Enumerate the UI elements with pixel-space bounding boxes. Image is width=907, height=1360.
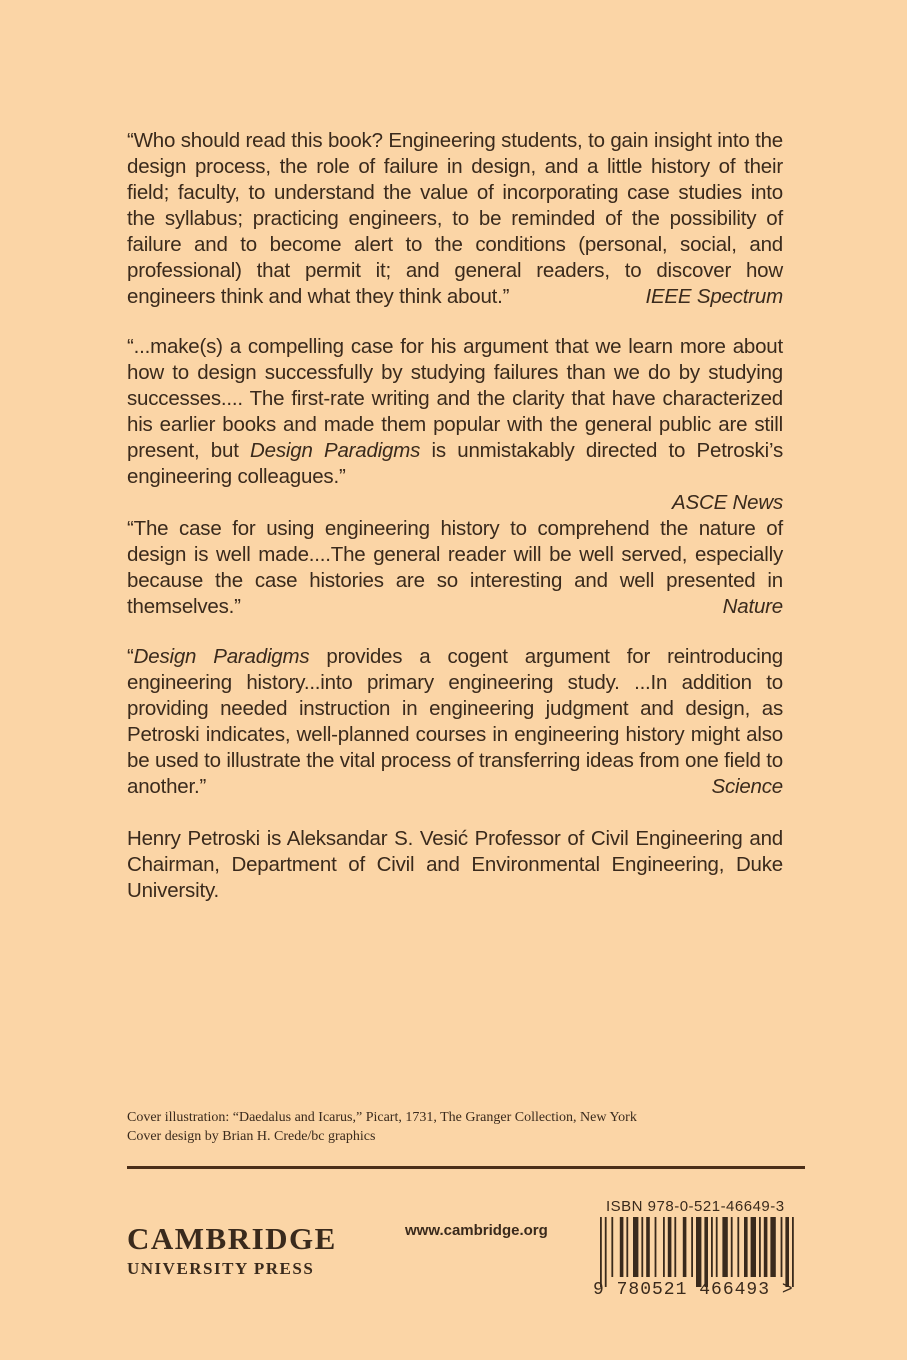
barcode-bar — [785, 1217, 789, 1287]
quote-source: Nature — [722, 595, 783, 618]
design-credit: Cover design by Brian H. Crede/bc graphics — [127, 1129, 376, 1144]
barcode-bar — [641, 1217, 643, 1277]
barcode-bar — [633, 1217, 638, 1277]
barcode-bar — [611, 1217, 613, 1277]
barcode-bar — [716, 1217, 718, 1277]
quote-text: is unmistakably directed to Petroski’s engineering colleagues.” — [127, 439, 784, 488]
barcode-bar — [646, 1217, 650, 1277]
publisher-name: CAMBRIDGE — [127, 1221, 337, 1256]
quote-text: “Who should read this book? Engineering students, to gain insight into the design process, the role of failure in design, and a little history of their field; faculty, to understand the value of incorporating case studies into the syllabus; practicing engineers, to be reminded of the possibility of failure and to become alert to the conditions (personal, social, and professional) that permit it; and general readers, to discover how engineers think and what they think about.” — [127, 129, 783, 308]
quote-source: ASCE News — [672, 491, 783, 514]
quote-source: Science — [711, 775, 783, 798]
quote-open-mark: “ — [127, 645, 134, 668]
barcode-bar — [751, 1217, 756, 1277]
review-quotes — [127, 128, 783, 925]
author-bio: Henry Petroski is Aleksandar S. Vesić Professor of Civil Engineering and Chairman, Department of Civil and Environmental Engineering, Duke University. — [127, 827, 783, 902]
barcode-bar — [711, 1217, 713, 1277]
quote-text: provides a cogent argument for reintroducing engineering history...into primary engineering study. ...In addition to providing needed instruction in engineering judgment and design, as Petroski indicates, well-planned courses in engineering history might also be used to illustrate the vital process of transferring ideas from one field to another.” — [127, 645, 783, 798]
barcode-bar — [770, 1217, 775, 1277]
barcode-bar — [605, 1217, 607, 1287]
barcode-bar — [674, 1217, 676, 1277]
illustration-credit: Cover illustration: “Daedalus and Icarus,” Picart, 1731, The Granger Collection, New York — [127, 1110, 637, 1125]
book-title: Design Paradigms — [250, 439, 421, 462]
barcode-bar — [663, 1217, 665, 1277]
quote-text: “The case for using engineering history to comprehend the nature of design is well made....The general reader will be well served, especially because the case histories are so interesting and well presented in themselves.” — [127, 517, 783, 618]
barcode-bar — [600, 1217, 602, 1287]
barcode-bar — [792, 1217, 794, 1287]
barcode-bar — [737, 1217, 739, 1277]
barcode-bar — [781, 1217, 783, 1277]
barcode-bar — [696, 1217, 701, 1287]
divider-rule — [127, 1166, 805, 1169]
barcode-digits: 9 780521 466493 > — [593, 1280, 794, 1300]
quote-nature — [127, 516, 783, 620]
barcode-bar — [731, 1217, 733, 1277]
barcode-bar — [704, 1217, 708, 1287]
book-title: Design Paradigms — [133, 645, 310, 668]
cover-credits — [127, 1108, 767, 1146]
publisher-subname: UNIVERSITY PRESS — [127, 1259, 315, 1278]
quote-ieee — [127, 128, 783, 310]
barcode-bar — [626, 1217, 628, 1277]
publisher-url: www.cambridge.org — [405, 1222, 548, 1239]
publisher-logo — [127, 1222, 337, 1280]
isbn-label: ISBN 978-0-521-46649-3 — [606, 1198, 785, 1215]
barcode-bar — [764, 1217, 768, 1277]
barcode-bar — [722, 1217, 727, 1277]
barcode-bar — [655, 1217, 657, 1277]
barcode-bar — [620, 1217, 624, 1277]
barcode-bar — [683, 1217, 687, 1277]
barcode-bar — [759, 1217, 761, 1277]
barcode-bar — [691, 1217, 693, 1277]
quote-science — [127, 644, 783, 800]
quote-asce — [127, 334, 783, 516]
barcode-bar — [744, 1217, 748, 1277]
quote-source: IEEE Spectrum — [645, 285, 783, 308]
barcode-bar — [668, 1217, 672, 1277]
quote-text: “...make(s) a compelling case for his argument that we learn more about how to design successfully by studying failures than we do by studying successes.... The first-rate writing and the clarity that have characterized his earlier books and made them popular with the general public are still present, but — [127, 335, 783, 462]
